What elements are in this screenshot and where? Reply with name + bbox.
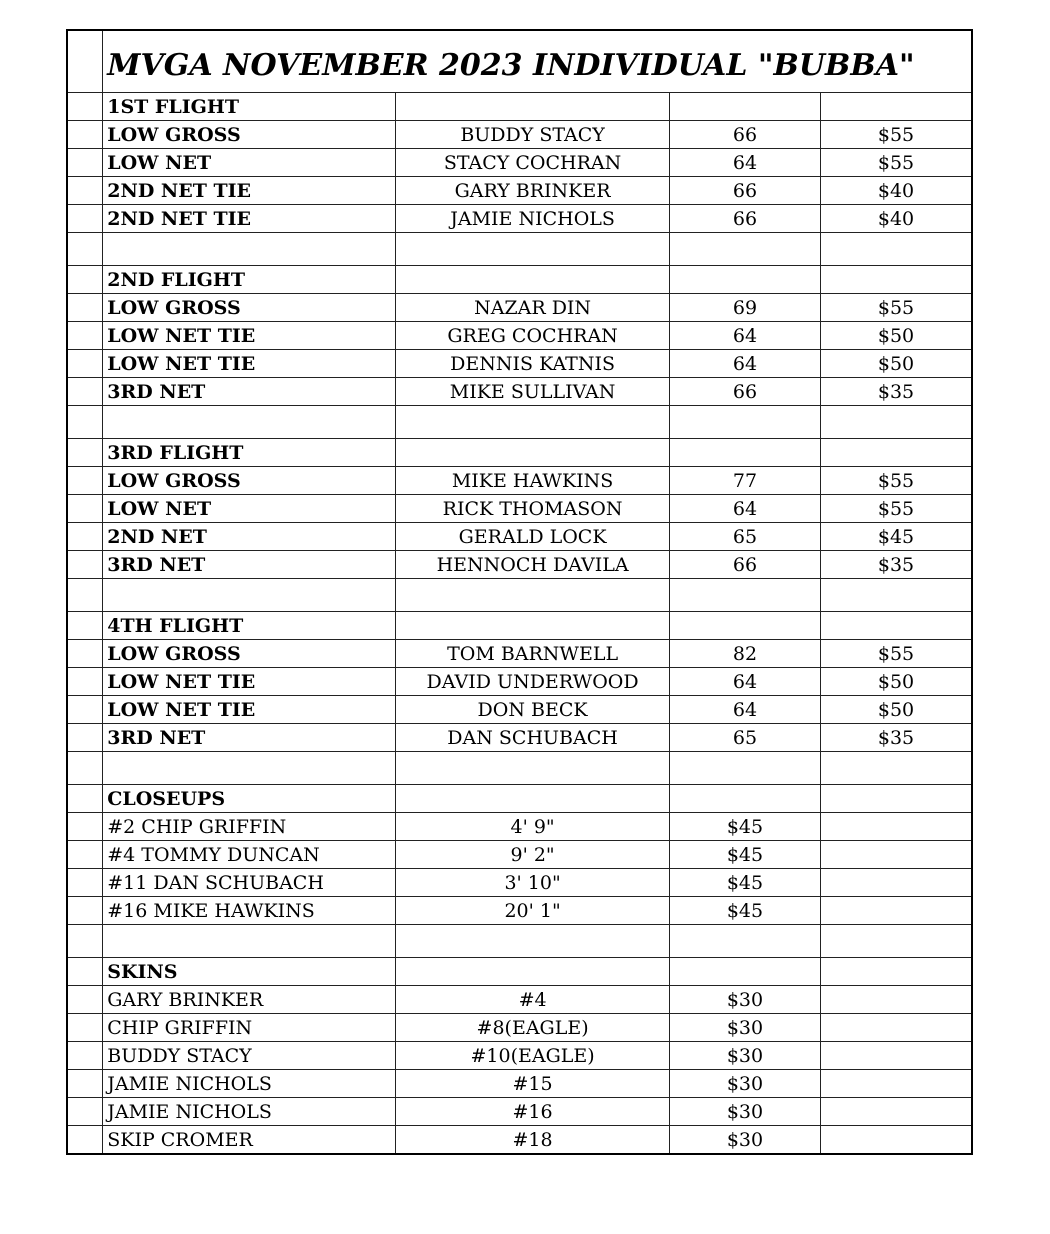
score: 66 <box>669 121 820 149</box>
skin-row <box>67 1098 972 1126</box>
cell <box>820 1042 972 1070</box>
cell <box>67 612 103 640</box>
prize: $30 <box>669 986 820 1014</box>
cell <box>67 696 103 724</box>
prize: $45 <box>820 523 972 551</box>
cell <box>67 752 103 785</box>
cell <box>67 579 103 612</box>
cell <box>67 266 103 294</box>
cell <box>67 640 103 668</box>
player-name: MIKE SULLIVAN <box>396 378 670 406</box>
cell <box>67 925 103 958</box>
cell <box>67 149 103 177</box>
score: 66 <box>669 177 820 205</box>
cell <box>67 897 103 925</box>
score: 66 <box>669 551 820 579</box>
place-label: LOW NET <box>103 149 396 177</box>
cell <box>103 579 396 612</box>
cell <box>820 233 972 266</box>
result-row <box>67 149 972 177</box>
results-table <box>66 29 973 1155</box>
place-label: 3RD NET <box>103 551 396 579</box>
prize: $55 <box>820 294 972 322</box>
player-name: TOM BARNWELL <box>396 640 670 668</box>
player-name: GARY BRINKER <box>396 177 670 205</box>
cell <box>67 294 103 322</box>
result-row <box>67 724 972 752</box>
skin-player: JAMIE NICHOLS <box>103 1098 396 1126</box>
result-row <box>67 523 972 551</box>
cell <box>67 841 103 869</box>
cell <box>396 752 670 785</box>
place-label: LOW GROSS <box>103 640 396 668</box>
cell <box>67 467 103 495</box>
skin-player: BUDDY STACY <box>103 1042 396 1070</box>
title-row <box>67 30 972 93</box>
prize: $55 <box>820 467 972 495</box>
blank-row <box>67 233 972 266</box>
score: 64 <box>669 696 820 724</box>
blank-row <box>67 925 972 958</box>
cell <box>669 233 820 266</box>
closeup-row <box>67 841 972 869</box>
flight-header: 3RD FLIGHT <box>103 439 396 467</box>
cell <box>669 785 820 813</box>
flight-header-row <box>67 93 972 121</box>
skin-row <box>67 1070 972 1098</box>
cell <box>67 93 103 121</box>
flight-header: 4TH FLIGHT <box>103 612 396 640</box>
skin-row <box>67 1014 972 1042</box>
score: 64 <box>669 350 820 378</box>
cell <box>67 205 103 233</box>
place-label: LOW GROSS <box>103 294 396 322</box>
cell <box>396 612 670 640</box>
prize: $50 <box>820 350 972 378</box>
skin-player: SKIP CROMER <box>103 1126 396 1155</box>
cell <box>820 785 972 813</box>
flight-header: 2ND FLIGHT <box>103 266 396 294</box>
skins-header: SKINS <box>103 958 396 986</box>
hole: #15 <box>396 1070 670 1098</box>
cell <box>669 406 820 439</box>
cell <box>820 612 972 640</box>
cell <box>67 378 103 406</box>
prize: $30 <box>669 1070 820 1098</box>
result-row <box>67 378 972 406</box>
cell <box>820 958 972 986</box>
cell <box>67 495 103 523</box>
cell <box>67 1098 103 1126</box>
skin-row <box>67 1126 972 1155</box>
flight-header-row <box>67 612 972 640</box>
cell <box>67 551 103 579</box>
score: 64 <box>669 149 820 177</box>
result-row <box>67 322 972 350</box>
place-label: LOW NET TIE <box>103 350 396 378</box>
player-name: STACY COCHRAN <box>396 149 670 177</box>
cell <box>67 439 103 467</box>
cell <box>820 752 972 785</box>
prize: $45 <box>669 869 820 897</box>
player-name: MIKE HAWKINS <box>396 467 670 495</box>
score: 64 <box>669 495 820 523</box>
score: 65 <box>669 523 820 551</box>
distance: 3' 10" <box>396 869 670 897</box>
cell <box>396 958 670 986</box>
cell <box>67 1070 103 1098</box>
cell <box>67 350 103 378</box>
score: 66 <box>669 378 820 406</box>
cell <box>820 869 972 897</box>
result-row <box>67 350 972 378</box>
prize: $45 <box>669 813 820 841</box>
cell <box>67 1042 103 1070</box>
result-row <box>67 668 972 696</box>
cell <box>67 233 103 266</box>
cell <box>67 406 103 439</box>
result-row <box>67 696 972 724</box>
cell <box>820 925 972 958</box>
cell <box>820 579 972 612</box>
score: 64 <box>669 322 820 350</box>
cell <box>669 752 820 785</box>
prize: $45 <box>669 897 820 925</box>
player-name: RICK THOMASON <box>396 495 670 523</box>
prize: $50 <box>820 696 972 724</box>
closeups-header: CLOSEUPS <box>103 785 396 813</box>
prize: $30 <box>669 1014 820 1042</box>
cell <box>103 233 396 266</box>
prize: $50 <box>820 322 972 350</box>
skin-row <box>67 1042 972 1070</box>
hole: #18 <box>396 1126 670 1155</box>
place-label: 3RD NET <box>103 724 396 752</box>
cell <box>820 1070 972 1098</box>
result-row <box>67 205 972 233</box>
cell <box>820 1126 972 1155</box>
hole: #4 <box>396 986 670 1014</box>
cell <box>669 93 820 121</box>
prize: $50 <box>820 668 972 696</box>
place-label: LOW NET TIE <box>103 668 396 696</box>
cell <box>669 958 820 986</box>
cell <box>396 93 670 121</box>
skin-player: JAMIE NICHOLS <box>103 1070 396 1098</box>
closeup-row <box>67 813 972 841</box>
cell <box>103 925 396 958</box>
prize: $55 <box>820 640 972 668</box>
place-label: 3RD NET <box>103 378 396 406</box>
score: 65 <box>669 724 820 752</box>
result-row <box>67 467 972 495</box>
closeups-header-row <box>67 785 972 813</box>
cell <box>669 579 820 612</box>
cell <box>820 93 972 121</box>
hole: #16 <box>396 1098 670 1126</box>
prize: $55 <box>820 121 972 149</box>
cell <box>67 813 103 841</box>
player-name: NAZAR DIN <box>396 294 670 322</box>
closeup-player: #16 MIKE HAWKINS <box>103 897 396 925</box>
blank-row <box>67 752 972 785</box>
prize: $40 <box>820 205 972 233</box>
closeup-row <box>67 869 972 897</box>
cell <box>820 439 972 467</box>
cell <box>67 958 103 986</box>
score: 82 <box>669 640 820 668</box>
place-label: LOW GROSS <box>103 121 396 149</box>
cell <box>820 1014 972 1042</box>
place-label: 2ND NET <box>103 523 396 551</box>
prize: $55 <box>820 495 972 523</box>
skin-row <box>67 986 972 1014</box>
blank-row <box>67 406 972 439</box>
cell <box>67 724 103 752</box>
result-row <box>67 177 972 205</box>
distance: 4' 9" <box>396 813 670 841</box>
cell <box>103 752 396 785</box>
cell <box>396 785 670 813</box>
closeup-row <box>67 897 972 925</box>
flight-header: 1ST FLIGHT <box>103 93 396 121</box>
player-name: DON BECK <box>396 696 670 724</box>
closeup-player: #11 DAN SCHUBACH <box>103 869 396 897</box>
result-row <box>67 121 972 149</box>
cell <box>820 406 972 439</box>
player-name: DAVID UNDERWOOD <box>396 668 670 696</box>
page-title: MVGA NOVEMBER 2023 INDIVIDUAL "BUBBA" <box>103 30 972 93</box>
cell <box>67 668 103 696</box>
flight-header-row <box>67 439 972 467</box>
prize: $30 <box>669 1126 820 1155</box>
closeup-player: #2 CHIP GRIFFIN <box>103 813 396 841</box>
player-name: DAN SCHUBACH <box>396 724 670 752</box>
row-gutter <box>67 30 103 93</box>
result-row <box>67 640 972 668</box>
cell <box>103 406 396 439</box>
player-name: GREG COCHRAN <box>396 322 670 350</box>
cell <box>669 612 820 640</box>
prize: $55 <box>820 149 972 177</box>
player-name: DENNIS KATNIS <box>396 350 670 378</box>
prize: $35 <box>820 378 972 406</box>
place-label: LOW NET <box>103 495 396 523</box>
place-label: LOW GROSS <box>103 467 396 495</box>
player-name: HENNOCH DAVILA <box>396 551 670 579</box>
blank-row <box>67 579 972 612</box>
cell <box>396 406 670 439</box>
cell <box>396 266 670 294</box>
cell <box>67 986 103 1014</box>
cell <box>67 1126 103 1155</box>
prize: $30 <box>669 1098 820 1126</box>
cell <box>820 813 972 841</box>
cell <box>820 897 972 925</box>
cell <box>396 439 670 467</box>
distance: 9' 2" <box>396 841 670 869</box>
cell <box>67 177 103 205</box>
cell <box>67 523 103 551</box>
prize: $45 <box>669 841 820 869</box>
cell <box>669 439 820 467</box>
skin-player: GARY BRINKER <box>103 986 396 1014</box>
skin-player: CHIP GRIFFIN <box>103 1014 396 1042</box>
cell <box>820 1098 972 1126</box>
score: 77 <box>669 467 820 495</box>
place-label: LOW NET TIE <box>103 696 396 724</box>
distance: 20' 1" <box>396 897 670 925</box>
result-row <box>67 495 972 523</box>
cell <box>67 869 103 897</box>
cell <box>396 233 670 266</box>
cell <box>396 925 670 958</box>
place-label: 2ND NET TIE <box>103 177 396 205</box>
prize: $35 <box>820 724 972 752</box>
closeup-player: #4 TOMMY DUNCAN <box>103 841 396 869</box>
hole: #10(EAGLE) <box>396 1042 670 1070</box>
cell <box>67 1014 103 1042</box>
cell <box>67 322 103 350</box>
place-label: 2ND NET TIE <box>103 205 396 233</box>
cell <box>669 266 820 294</box>
prize: $40 <box>820 177 972 205</box>
cell <box>820 266 972 294</box>
flight-header-row <box>67 266 972 294</box>
result-row <box>67 551 972 579</box>
score: 66 <box>669 205 820 233</box>
score: 64 <box>669 668 820 696</box>
cell <box>669 925 820 958</box>
player-name: GERALD LOCK <box>396 523 670 551</box>
hole: #8(EAGLE) <box>396 1014 670 1042</box>
cell <box>396 579 670 612</box>
player-name: BUDDY STACY <box>396 121 670 149</box>
cell <box>67 785 103 813</box>
prize: $35 <box>820 551 972 579</box>
cell <box>820 841 972 869</box>
cell <box>820 986 972 1014</box>
player-name: JAMIE NICHOLS <box>396 205 670 233</box>
place-label: LOW NET TIE <box>103 322 396 350</box>
prize: $30 <box>669 1042 820 1070</box>
skins-header-row <box>67 958 972 986</box>
result-row <box>67 294 972 322</box>
score: 69 <box>669 294 820 322</box>
cell <box>67 121 103 149</box>
